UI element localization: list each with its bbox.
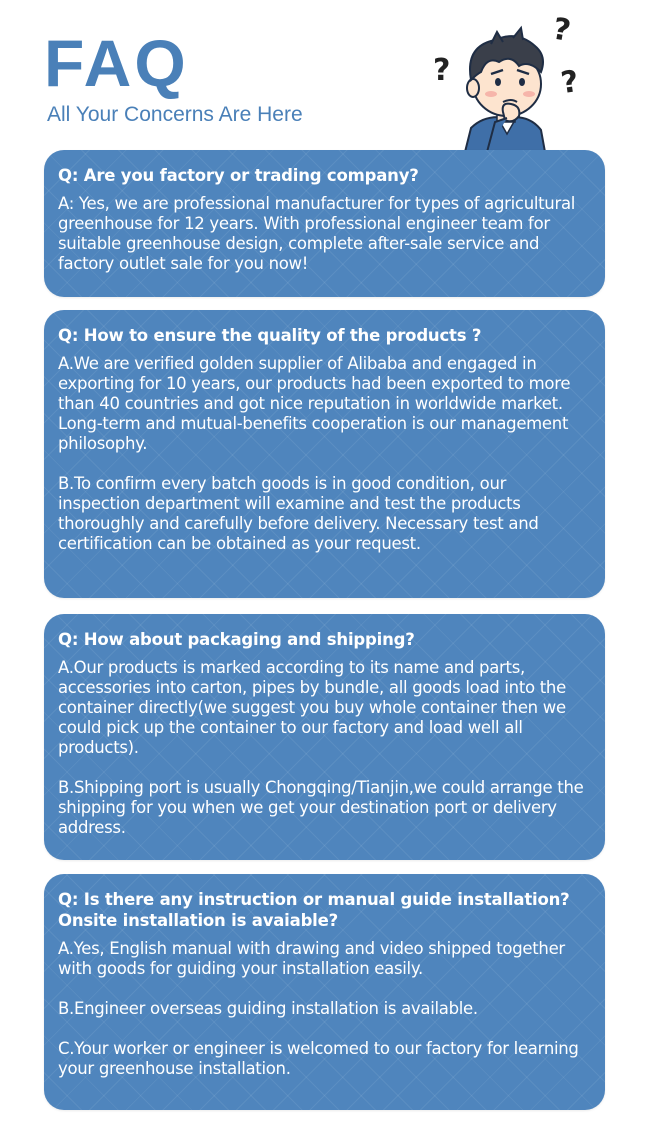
svg-text:?: ? <box>558 64 581 102</box>
faq-card-1 <box>44 150 605 297</box>
faq-header <box>0 0 650 150</box>
svg-text:?: ? <box>550 11 574 50</box>
faq-question: Q: Is there any instruction or manual guide installation? Onsite installation is avaiable? <box>58 890 570 930</box>
faq-answer: B.Engineer overseas guiding installation is available. <box>58 999 478 1018</box>
faq-answer: A.Our products is marked according to its name and parts, accessories into carton, pipes by bundle, all goods load into the container directly(we suggest you buy whole container then we could pick up the container to our factory and load well all products). <box>58 658 566 757</box>
faq-card-3 <box>44 614 605 860</box>
page-title: FAQ <box>44 26 189 100</box>
faq-answer: B.Shipping port is usually Chongqing/Tianjin,we could arrange the shipping for you when we get your destination port or delivery address. <box>58 778 584 837</box>
faq-card-4 <box>44 874 605 1110</box>
faq-question: Q: How to ensure the quality of the products ? <box>58 326 482 345</box>
faq-answer: A.Yes, English manual with drawing and video shipped together with goods for guiding your installation easily. <box>58 939 565 978</box>
faq-question: Q: How about packaging and shipping? <box>58 630 415 649</box>
faq-card-2 <box>44 310 605 598</box>
faq-answer: B.To confirm every batch goods is in good condition, our inspection department will examine and test the products thoroughly and carefully before delivery. Necessary test and certification can be obtained as your request. <box>58 474 539 553</box>
faq-answer: C.Your worker or engineer is welcomed to our factory for learning your greenhouse installation. <box>58 1039 579 1078</box>
faq-answer: A.We are verified golden supplier of Alibaba and engaged in exporting for 10 years, our products had been exported to more than 40 countries and got nice reputation in worldwide market. Long-term and mutual-benefits cooperation is our management philosophy. <box>58 354 571 453</box>
page-subtitle: All Your Concerns Are Here <box>47 103 303 126</box>
faq-answer: A: Yes, we are professional manufacturer for types of agricultural greenhouse for 12 years. With professional engineer team for suitable greenhouse design, complete after-sale service and factory outlet sale for you now! <box>58 194 576 273</box>
faq-question: Q: Are you factory or trading company? <box>58 166 419 185</box>
confused-boy-icon <box>425 10 595 152</box>
svg-text:?: ? <box>433 53 451 88</box>
